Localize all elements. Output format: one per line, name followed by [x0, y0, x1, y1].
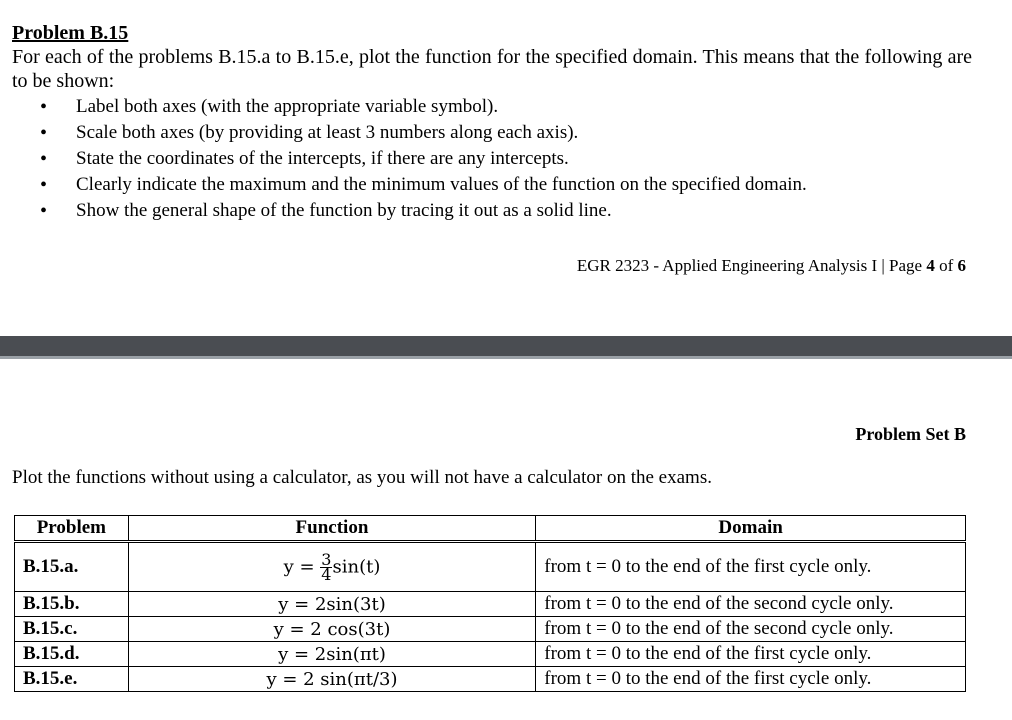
- fraction-denominator: 4: [321, 564, 332, 584]
- function-prefix: y =: [283, 556, 321, 577]
- table-row: [15, 617, 966, 642]
- header-domain: Domain: [536, 516, 966, 542]
- footer-page-number: 4: [926, 256, 935, 275]
- function-cell: y = 2 sin(πt/3): [128, 667, 536, 692]
- requirements-list: [40, 94, 807, 224]
- function-cell: y = 2sin(3t): [128, 592, 536, 617]
- function-cell: y = 2sin(πt): [128, 642, 536, 667]
- problem-cell: B.15.b.: [15, 592, 129, 617]
- footer-of: of: [934, 256, 958, 275]
- list-item: • Clearly indicate the maximum and the minimum values of the function on the specified domain.: [40, 172, 807, 198]
- header-problem: Problem: [15, 516, 129, 542]
- list-item: • Label both axes (with the appropriate variable symbol).: [40, 94, 807, 120]
- domain-cell: from t = 0 to the end of the second cycle only.: [536, 592, 966, 617]
- header-function: Function: [128, 516, 536, 542]
- page-separator: [0, 336, 1012, 356]
- domain-cell: from t = 0 to the end of the first cycle only.: [536, 642, 966, 667]
- problem-cell: B.15.e.: [15, 667, 129, 692]
- problem-set-label: Problem Set B: [855, 424, 966, 444]
- problems-table: [14, 515, 966, 692]
- function-cell: [128, 542, 536, 592]
- fraction-numerator: 3: [321, 549, 332, 569]
- table-row: [15, 592, 966, 617]
- list-item: • Scale both axes (by providing at least 3 numbers along each axis).: [40, 120, 807, 146]
- problem-cell: B.15.c.: [15, 617, 129, 642]
- table-row: [15, 542, 966, 592]
- domain-cell: from t = 0 to the end of the first cycle only.: [536, 542, 966, 592]
- table-header-row: [15, 516, 966, 542]
- problem-cell: B.15.a.: [15, 542, 129, 592]
- page-separator-shadow: [0, 356, 1012, 359]
- table-row: [15, 642, 966, 667]
- domain-cell: from t = 0 to the end of the second cycle only.: [536, 617, 966, 642]
- problem-intro: For each of the problems B.15.a to B.15.e, plot the function for the specified domain. This means that the following are to be shown:: [12, 46, 972, 92]
- problem-title: Problem B.15: [12, 22, 129, 44]
- footer-course: EGR 2323 - Applied Engineering Analysis I | Page: [576, 256, 927, 275]
- fraction: [320, 549, 332, 584]
- page-footer: [577, 256, 966, 276]
- instruction-text: Plot the functions without using a calculator, as you will not have a calculator on the exams.: [12, 467, 712, 488]
- table-row: [15, 667, 966, 692]
- function-suffix: sin(t): [332, 556, 381, 577]
- list-item: • Show the general shape of the function by tracing it out as a solid line.: [40, 198, 807, 224]
- problem-cell: B.15.d.: [15, 642, 129, 667]
- function-cell: y = 2 cos(3t): [128, 617, 536, 642]
- list-item: • State the coordinates of the intercepts, if there are any intercepts.: [40, 146, 807, 172]
- footer-page-total: 6: [957, 256, 966, 275]
- domain-cell: from t = 0 to the end of the first cycle only.: [536, 667, 966, 692]
